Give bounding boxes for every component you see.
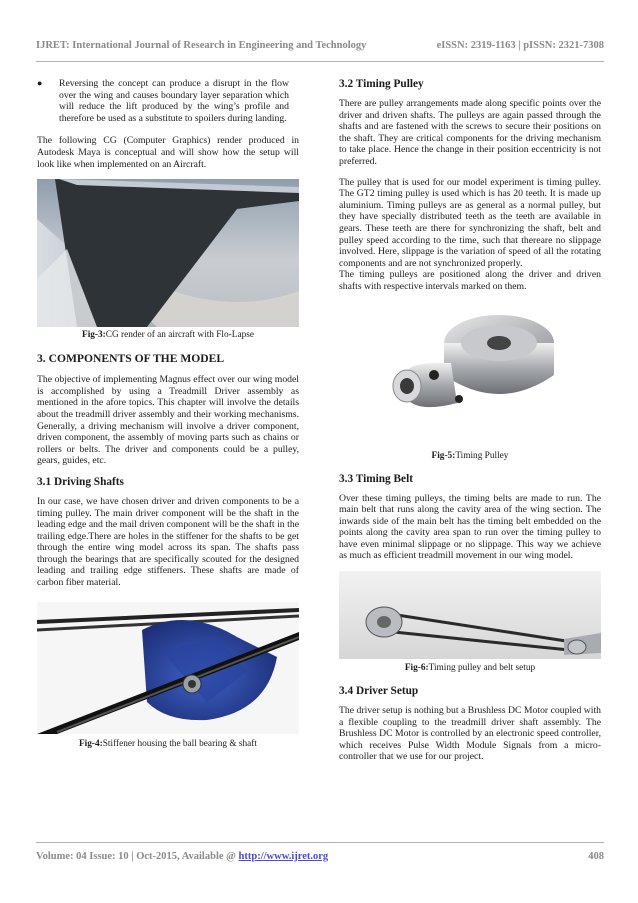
section-3-3-title: 3.3 Timing Belt: [339, 472, 413, 485]
fig4-stiffener-render: [37, 602, 299, 734]
fig5-caption: Fig-5:Timing Pulley: [431, 450, 509, 461]
footer-rule: [36, 842, 604, 843]
fig3-aircraft-render: [37, 179, 299, 327]
fig6-caption: Fig-6:Timing pulley and belt setup: [404, 663, 536, 674]
section-3-1-text: In our case, we have chosen driver and driven components to be a timing pulley. The main driver component will be the shaft in the leading edge and the mail driven component will be the shaft in the trailing edge.There are holes in the stiffener for the shafts to be get through the entire wing model across its span. The shafts pass through the bearings that are specifically scouted for the designed leading and trailing edge stiffeners. These shafts are made of carbon fiber material.: [37, 495, 299, 589]
page-number: 408: [588, 851, 604, 862]
section-3-2-para1: There are pulley arrangements made along specific points over the driver and driven shafts. The pulleys are again passed through the shafts and are fastened with the screws to secure their positions on the shaft. They are critical components for the driving mechanism to take place. Hence the change in their position eccentricity is not preferred.: [339, 98, 601, 167]
bullet-dot-icon: ●: [37, 78, 43, 88]
bullet-item: [37, 78, 299, 124]
section-3-3-text: Over these timing pulleys, the timing belts are made to run. The main belt that runs along the cavity area of the wing section. The inwards side of the main belt has the timing belt embedded on the points along the cavity area span to run over the timing pulley to have even minimal slippage or no slippage. This way we achieve as much as efficient treadmill movement in our wing model.: [339, 492, 601, 562]
footer-volume: Volume: 04 Issue: 10 | Oct-2015, Available @ http://www.ijret.org: [36, 851, 329, 862]
section-3-title: 3. COMPONENTS OF THE MODEL: [37, 352, 225, 366]
left-column: [37, 78, 299, 761]
bullet-text: Reversing the concept can produce a disrupt in the flow over the wing and causes boundary layer separation which will reduce the lift produced by the wing’s profile and therefore be used as a substitute to spoilers during landing.: [59, 78, 289, 124]
journal-title: IJRET: International Journal of Research in Engineering and Technology: [36, 40, 367, 51]
issn-info: eISSN: 2319-1163 | pISSN: 2321-7308: [436, 40, 604, 51]
page-header: [36, 40, 604, 51]
page-footer: [36, 851, 604, 862]
fig4-caption: Fig-4:Stiffener housing the ball bearing & shaft: [79, 738, 257, 749]
journal-url-link[interactable]: http://www.ijret.org: [238, 851, 329, 862]
fig6-pulley-belt-render: [339, 571, 601, 659]
section-3-2-para2: The pulley that is used for our model experiment is timing pulley. The GT2 timing pulley is used which is has 20 teeth. It is made up aluminium. Timing pulleys are as general as a normal pulley, but they have specially distributed teeth as the teeth are available in gears. These teeth are there for synchronizing the shaft, belt and pulley speed according to the time, such that thereare no slippage involved. Here, slippage is the variation of speed of all the rotating components and are not synchronized properly.: [339, 176, 601, 269]
paragraph-cg-render: The following CG (Computer Graphics) render produced in Autodesk Maya is conceptual and will show how the setup will look like when implemented on an Aircraft.: [37, 135, 299, 170]
right-column: [339, 78, 601, 772]
section-3-1-title: 3.1 Driving Shafts: [37, 475, 124, 488]
section-3-text: The objective of implementing Magnus effect over our wing model is accomplished by using a Treadmill Driver assembly as mentioned in the afore topics. This chapter will involve the details about the treadmill driver assembly and their working mechanisms. Generally, a driving mechanism will involve a driver component, driven component, the assembly of moving parts such as chains or rollers or belts. The driver and components could be a pulley, gears, guides, etc.: [37, 374, 299, 467]
fig3-caption: Fig-3:CG render of an aircraft with Flo-Lapse: [82, 330, 254, 341]
section-3-2-para3: The timing pulleys are positioned along the driver and driven shafts with respective intervals marked on them.: [339, 269, 601, 292]
section-3-4-title: 3.4 Driver Setup: [339, 685, 419, 698]
section-3-4-text: The driver setup is nothing but a Brushless DC Motor coupled with a flexible coupling to the treadmill driver shaft assembly. The Brushless DC Motor is controlled by an electronic speed controller, which receives Pulse Width Module Signals from a micro-controller that we use for our project.: [339, 705, 601, 763]
fig5-timing-pulley-render: [339, 303, 601, 445]
section-3-2-title: 3.2 Timing Pulley: [339, 78, 424, 90]
header-rule: [36, 61, 604, 62]
